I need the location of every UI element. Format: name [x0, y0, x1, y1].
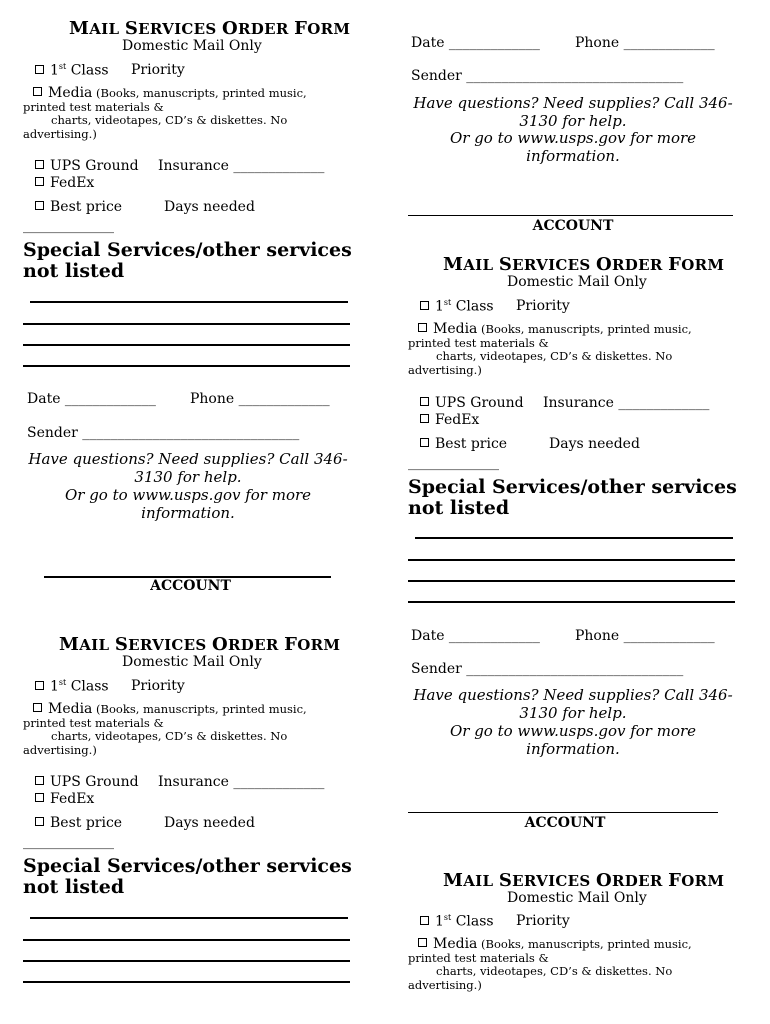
insurance-field[interactable]: Insurance _____________ [158, 774, 325, 790]
help-text: Have questions? Need supplies? Call 346-3130 for help. [28, 450, 348, 486]
special-services-line[interactable] [23, 939, 350, 941]
form-subtitle: Domestic Mail Only [507, 274, 647, 290]
website-text: Or go to www.usps.gov for more information. [449, 722, 697, 758]
special-services-line[interactable] [23, 344, 350, 346]
special-services-line[interactable] [30, 917, 348, 919]
insurance-field[interactable]: Insurance _____________ [158, 158, 325, 174]
checkbox-icon[interactable] [35, 201, 44, 210]
priority-option[interactable]: Priority [131, 62, 185, 78]
checkbox-icon[interactable] [420, 916, 429, 925]
insurance-field[interactable]: Insurance _____________ [543, 395, 710, 411]
form-subtitle: Domestic Mail Only [507, 890, 647, 906]
days-needed-label: Days needed [164, 815, 255, 831]
form-title: MAIL SERVICES ORDER FORM [443, 254, 725, 275]
special-services-line[interactable] [408, 559, 735, 561]
special-services-line[interactable] [23, 365, 350, 367]
media-option[interactable]: Media (Books, manuscripts, printed music, printed test materials & charts, videotapes, CD’s & diskettes. No advertising.) [23, 701, 307, 757]
first-class-option[interactable]: 1st Class [35, 678, 109, 695]
first-class-option[interactable]: 1st Class [420, 298, 494, 315]
date-field[interactable]: Date _____________ [411, 628, 540, 644]
days-needed-blank[interactable]: _____________ [23, 218, 114, 234]
form-subtitle: Domestic Mail Only [122, 654, 262, 670]
phone-field[interactable]: Phone _____________ [575, 35, 715, 51]
best-price-option[interactable]: Best price [420, 436, 507, 452]
best-price-option[interactable]: Best price [35, 199, 122, 215]
account-label: ACCOUNT [150, 578, 231, 594]
account-line[interactable] [408, 812, 718, 813]
checkbox-icon[interactable] [33, 87, 42, 96]
checkbox-icon[interactable] [35, 793, 44, 802]
special-services-line[interactable] [30, 301, 348, 303]
fedex-option[interactable]: FedEx [420, 412, 479, 428]
days-needed-blank[interactable]: _____________ [408, 455, 499, 471]
checkbox-icon[interactable] [418, 938, 427, 947]
special-services-line[interactable] [23, 981, 350, 983]
special-services-heading: Special Services/other services not listed [23, 855, 352, 898]
checkbox-icon[interactable] [35, 776, 44, 785]
special-services-heading: Special Services/other services not listed [408, 476, 737, 519]
account-label: ACCOUNT [532, 218, 614, 234]
phone-field[interactable]: Phone _____________ [575, 628, 715, 644]
website-text: Or go to www.usps.gov for more information. [64, 486, 312, 522]
special-services-heading: Special Services/other services not listed [23, 239, 352, 282]
checkbox-icon[interactable] [420, 397, 429, 406]
media-option[interactable]: Media (Books, manuscripts, printed music, printed test materials & charts, videotapes, CD’s & diskettes. No advertising.) [408, 936, 692, 992]
special-services-line[interactable] [408, 601, 735, 603]
days-needed-label: Days needed [549, 436, 640, 452]
website-text: Or go to www.usps.gov for more information. [449, 129, 697, 165]
special-services-line[interactable] [23, 323, 350, 325]
ups-option[interactable]: UPS Ground [420, 395, 524, 411]
checkbox-icon[interactable] [418, 323, 427, 332]
priority-option[interactable]: Priority [516, 913, 570, 929]
date-field[interactable]: Date _____________ [27, 391, 156, 407]
account-line[interactable] [408, 215, 733, 216]
help-text: Have questions? Need supplies? Call 346-3130 for help. [413, 686, 733, 722]
first-class-option[interactable]: 1st Class [35, 62, 109, 79]
checkbox-icon[interactable] [35, 65, 44, 74]
checkbox-icon[interactable] [420, 301, 429, 310]
best-price-option[interactable]: Best price [35, 815, 122, 831]
account-label: ACCOUNT [524, 815, 606, 831]
form-title: MAIL SERVICES ORDER FORM [443, 870, 725, 891]
form-title: MAIL SERVICES ORDER FORM [59, 634, 341, 655]
days-needed-blank[interactable]: _____________ [23, 834, 114, 850]
checkbox-icon[interactable] [35, 681, 44, 690]
sender-field[interactable]: Sender _______________________________ [411, 661, 684, 677]
checkbox-icon[interactable] [35, 177, 44, 186]
special-services-line[interactable] [23, 960, 350, 962]
priority-option[interactable]: Priority [516, 298, 570, 314]
sender-field[interactable]: Sender _______________________________ [27, 425, 300, 441]
checkbox-icon[interactable] [35, 160, 44, 169]
media-option[interactable]: Media (Books, manuscripts, printed music, printed test materials & charts, videotapes, CD’s & diskettes. No advertising.) [408, 321, 692, 377]
fedex-option[interactable]: FedEx [35, 791, 94, 807]
checkbox-icon[interactable] [33, 703, 42, 712]
form-title: MAIL SERVICES ORDER FORM [69, 18, 351, 39]
media-option[interactable]: Media (Books, manuscripts, printed music, printed test materials & charts, videotapes, CD’s & diskettes. No advertising.) [23, 85, 307, 141]
special-services-line[interactable] [408, 580, 735, 582]
checkbox-icon[interactable] [420, 438, 429, 447]
checkbox-icon[interactable] [420, 414, 429, 423]
priority-option[interactable]: Priority [131, 678, 185, 694]
days-needed-label: Days needed [164, 199, 255, 215]
date-field[interactable]: Date _____________ [411, 35, 540, 51]
sender-field[interactable]: Sender _______________________________ [411, 68, 684, 84]
ups-option[interactable]: UPS Ground [35, 158, 139, 174]
checkbox-icon[interactable] [35, 817, 44, 826]
first-class-option[interactable]: 1st Class [420, 913, 494, 930]
fedex-option[interactable]: FedEx [35, 175, 94, 191]
special-services-line[interactable] [415, 537, 733, 539]
form-subtitle: Domestic Mail Only [122, 38, 262, 54]
ups-option[interactable]: UPS Ground [35, 774, 139, 790]
phone-field[interactable]: Phone _____________ [190, 391, 330, 407]
help-text: Have questions? Need supplies? Call 346-3130 for help. [413, 94, 733, 130]
